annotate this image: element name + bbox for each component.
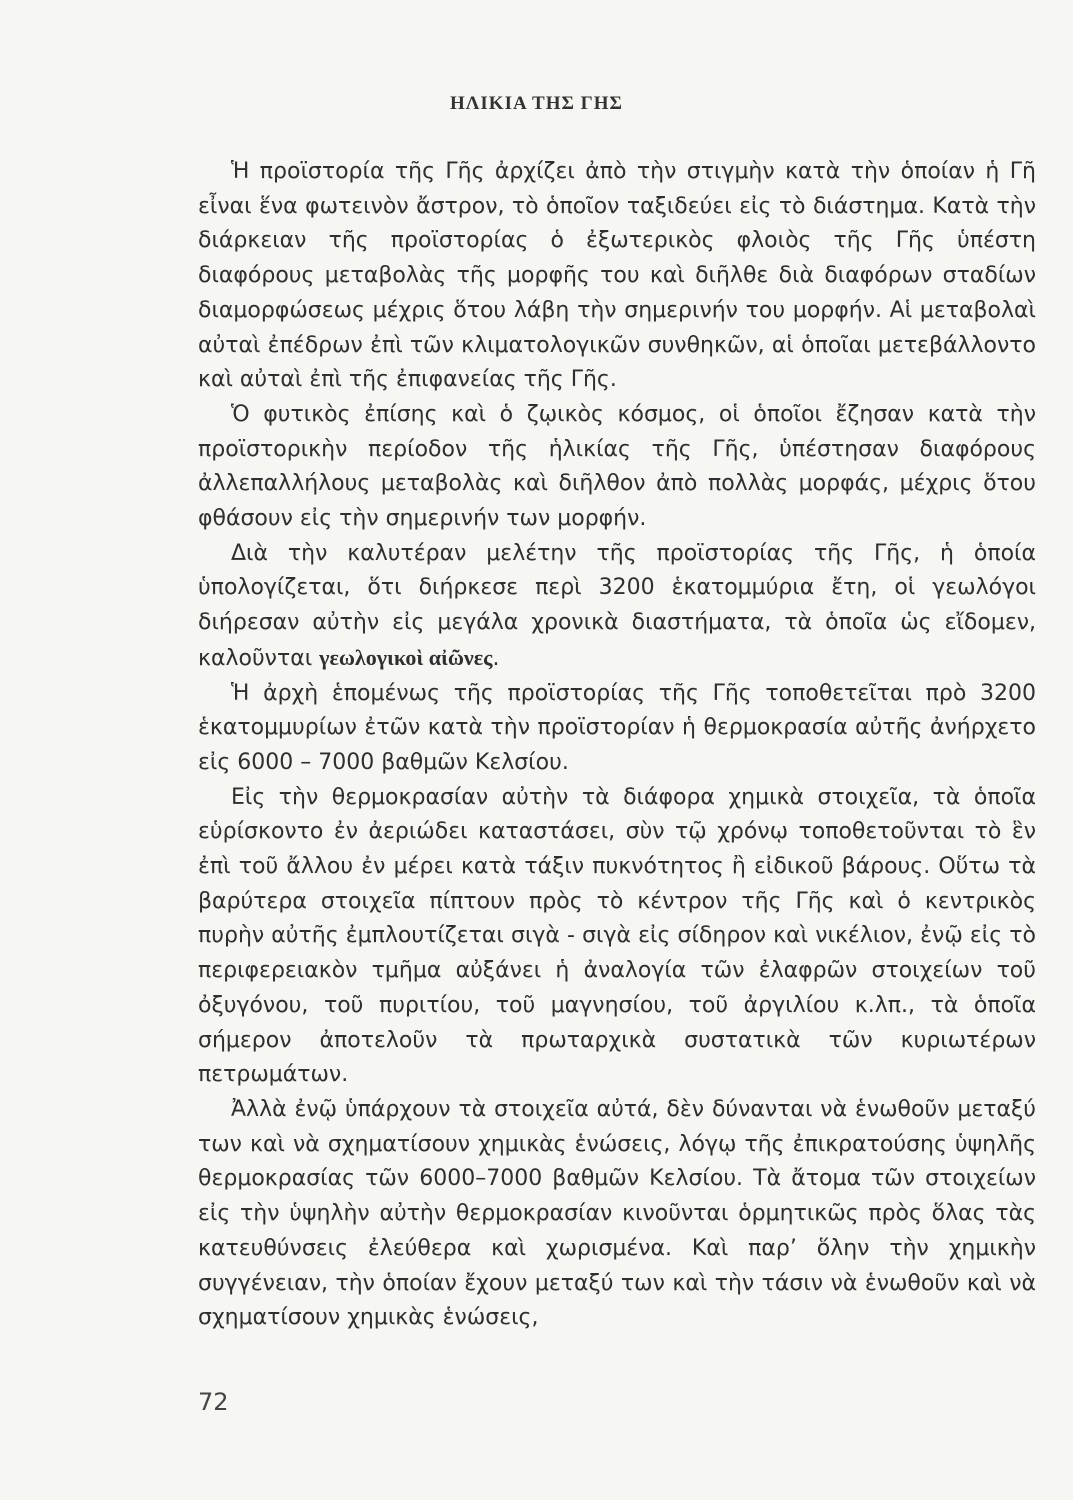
page-title: ΗΛΙΚΙΑ ΤΗΣ ΓΗΣ	[450, 93, 623, 114]
paragraph-2: Ὁ φυτικὸς ἐπίσης καὶ ὁ ζῳικὸς κόσμος, οἱ ὁποῖοι ἔζησαν κατὰ τὴν προϊστορικὴν περίοδον τῆς ἡλικίας τῆς Γῆς, ὑπέστησαν διαφόρους ἀλλεπαλλήλους μεταβολὰς καὶ διῆλθον ἀπὸ πολλὰς μορφάς, μέχρις ὅτου φθάσουν εἰς τὴν σημερινήν των μορφήν.	[198, 401, 1036, 532]
paragraph-3-end: .	[492, 645, 500, 671]
body-text	[198, 155, 1036, 1336]
paragraph-5: Εἰς τὴν θερμοκρασίαν αὐτὴν τὰ διάφορα χημικὰ στοιχεῖα, τὰ ὁποῖα εὑρίσκοντο ἐν ἀεριώδει καταστάσει, σὺν τῷ χρόνῳ τοποθετοῦνται τὸ ἓν ἐπὶ τοῦ ἄλλου ἐν μέρει κατὰ τάξιν πυκνότητος ἢ εἰδικοῦ βάρους. Οὕτω τὰ βαρύτερα στοιχεῖα πίπτουν πρὸς τὸ κέντρον τῆς Γῆς καὶ ὁ κεντρικὸς πυρὴν αὐτῆς ἐμπλουτίζεται σιγὰ - σιγὰ εἰς σίδηρον καὶ νικέλιον, ἐνῷ εἰς τὸ περιφερειακὸν τμῆμα αὐξάνει ἡ ἀναλογία τῶν ἐλαφρῶν στοιχείων τοῦ ὀξυγόνου, τοῦ πυριτίου, τοῦ μαγνησίου, τοῦ ἀργιλίου κ.λπ., τὰ ὁποῖα σήμερον ἀποτελοῦν τὰ πρωταρχικὰ συστατικὰ τῶν κυριωτέρων πετρωμάτων.	[198, 784, 1036, 1088]
paragraph-3-text: Διὰ τὴν καλυτέραν μελέτην τῆς προϊστορίας τῆς Γῆς, ἡ ὁποία ὑπολογίζεται, ὅτι διήρκεσε περὶ 3200 ἑκατομμύρια ἔτη, οἱ γεωλόγοι διήρεσαν αὐτὴν εἰς μεγάλα χρονικὰ διαστήματα, τὰ ὁποῖα ὡς εἴδομεν, καλοῦνται	[198, 540, 1036, 671]
bold-term-geological-ages: γεωλογικοὶ αἰῶνες	[319, 644, 493, 670]
paragraph-4: Ἡ ἀρχὴ ἑπομένως τῆς προϊστορίας τῆς Γῆς τοποθετεῖται πρὸ 3200 ἑκατομμυρίων ἐτῶν κατὰ τὴν προϊστορίαν ἡ θερμοκρασία αὐτῆς ἀνήρχετο εἰς 6000 – 7000 βαθμῶν Κελσίου.	[198, 680, 1036, 775]
page-number: 72	[198, 1388, 229, 1416]
paragraph-3	[198, 537, 1036, 677]
paragraph-6: Ἀλλὰ ἐνῷ ὑπάρχουν τὰ στοιχεῖα αὐτά, δὲν δύνανται νὰ ἑνωθοῦν μεταξύ των καὶ νὰ σχηματίσουν χημικὰς ἑνώσεις, λόγῳ τῆς ἐπικρατούσης ὑψηλῆς θερμοκρασίας τῶν 6000–7000 βαθμῶν Κελσίου. Τὰ ἄτομα τῶν στοιχείων εἰς τὴν ὑψηλὴν αὐτὴν θερμοκρασίαν κινοῦνται ὁρμητικῶς πρὸς ὅλας τὰς κατευθύνσεις ἐλεύθερα καὶ χωρισμένα. Καὶ παρ’ ὅλην τὴν χημικὴν συγγένειαν, τὴν ὁποίαν ἔχουν μεταξύ των καὶ τὴν τάσιν νὰ ἑνωθοῦν καὶ νὰ σχηματίσουν χημικὰς ἑνώσεις,	[198, 1096, 1036, 1331]
paragraph-1: Ἡ προϊστορία τῆς Γῆς ἀρχίζει ἀπὸ τὴν στιγμὴν κατὰ τὴν ὁποίαν ἡ Γῆ εἶναι ἕνα φωτεινὸν ἄστρον, τὸ ὁποῖον ταξιδεύει εἰς τὸ διάστημα. Κατὰ τὴν διάρκειαν τῆς προϊστορίας ὁ ἐξωτερικὸς φλοιὸς τῆς Γῆς ὑπέστη διαφόρους μεταβολὰς τῆς μορφῆς του καὶ διῆλθε διὰ διαφόρων σταδίων διαμορφώσεως μέχρις ὅτου λάβη τὴν σημερινήν του μορφήν. Αἱ μεταβολαὶ αὐταὶ ἐπέδρων ἐπὶ τῶν κλιματολογικῶν συνθηκῶν, αἱ ὁποῖαι μετεβάλλοντο καὶ αὐταὶ ἐπὶ τῆς ἐπιφανείας τῆς Γῆς.	[198, 159, 1036, 393]
